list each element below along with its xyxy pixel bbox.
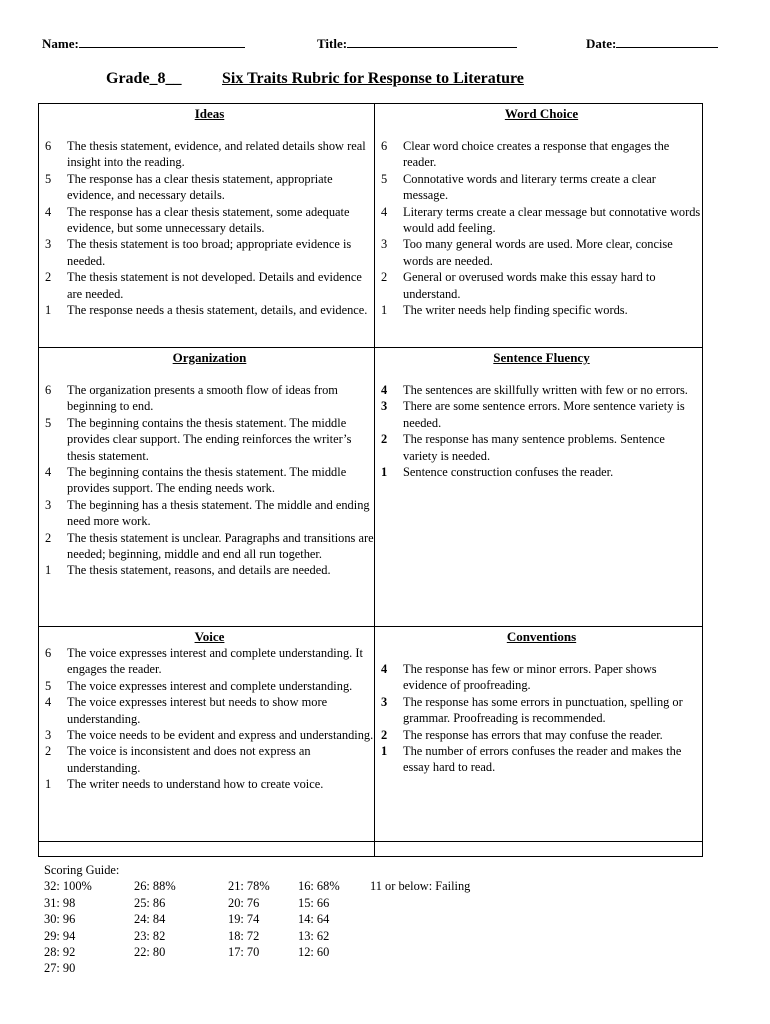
rubric-item — [381, 138, 702, 171]
rubric-item — [381, 236, 702, 269]
score-description: The response has many sentence problems. Sentence variety is needed. — [403, 432, 665, 463]
rubric-item — [381, 204, 702, 237]
score-description: The beginning contains the thesis statement. The middle provides clear support. The ending reinforces the writer’s thesis statement. — [67, 415, 352, 463]
rubric-item — [45, 678, 374, 694]
scoring-cell: 17: 70 — [228, 944, 260, 959]
rubric-item — [45, 302, 374, 318]
rubric-item — [45, 727, 374, 743]
score-number: 5 — [45, 415, 52, 430]
score-description: The voice expresses interest but needs to show more understanding. — [67, 695, 328, 726]
score-number: 2 — [381, 432, 388, 447]
rubric-item — [381, 398, 702, 431]
scoring-row — [44, 944, 500, 960]
score-number: 4 — [381, 383, 388, 397]
rubric-item — [381, 269, 702, 302]
scoring-cell: 16: 68% — [298, 879, 340, 894]
score-number: 6 — [45, 383, 52, 397]
rubric-item — [381, 171, 702, 204]
score-description: The beginning has a thesis statement. The middle and ending need more work. — [67, 497, 370, 529]
title-label: Title: — [317, 36, 348, 51]
score-number: 3 — [45, 237, 52, 252]
rubric-item — [381, 431, 702, 464]
score-description: The voice needs to be evident and express and understanding. — [67, 728, 374, 743]
rubric-title: Six Traits Rubric for Response to Literature — [222, 70, 524, 87]
score-number: 1 — [45, 563, 52, 578]
rubric-item — [45, 138, 374, 171]
score-description: There are some sentence errors. More sentence variety is needed. — [403, 399, 685, 430]
score-number: 2 — [381, 727, 388, 742]
conventions-title: Conventions — [506, 629, 577, 644]
score-number: 5 — [45, 678, 52, 693]
score-description: The response has a clear thesis statement, some adequate evidence, but some unnecessary details. — [67, 204, 350, 236]
voice-title: Voice — [194, 629, 225, 644]
rubric-item — [45, 497, 374, 530]
score-number: 3 — [381, 399, 388, 414]
score-number: 6 — [45, 139, 52, 153]
score-description: The response has errors that may confuse the reader. — [403, 727, 663, 742]
score-number: 3 — [381, 694, 388, 709]
scoring-cell — [370, 928, 500, 944]
score-number: 2 — [45, 270, 52, 285]
blank-cell-left — [39, 842, 375, 857]
conventions-list — [381, 661, 702, 776]
scoring-cell: 19: 74 — [228, 912, 260, 927]
score-number: 4 — [45, 695, 52, 710]
date-label: Date: — [586, 36, 617, 51]
rubric-item — [45, 645, 374, 678]
score-number: 4 — [381, 662, 388, 676]
score-description: General or overused words make this essay hard to understand. — [403, 270, 656, 301]
score-description: The thesis statement is too broad; appropriate evidence is needed. — [67, 237, 352, 268]
scoring-cell: 15: 66 — [298, 895, 330, 910]
grade-label: Grade_8__ — [106, 70, 182, 87]
scoring-cell: 25: 86 — [134, 895, 166, 910]
rubric-item — [381, 464, 702, 480]
score-description: The response has some errors in punctuation, spelling or grammar. Proofreading is recommended. — [403, 694, 683, 726]
score-number: 5 — [45, 171, 52, 186]
score-number: 3 — [381, 237, 388, 252]
word-choice-title: Word Choice — [504, 106, 579, 121]
name-field[interactable] — [42, 36, 245, 52]
title-field[interactable] — [317, 36, 517, 52]
rubric-item — [45, 562, 374, 578]
scoring-guide-title: Scoring Guide: — [44, 863, 120, 877]
rubric-item — [45, 415, 374, 464]
scoring-cell: 28: 92 — [44, 944, 76, 959]
scoring-cell: 11 or below: Failing — [370, 879, 471, 894]
scoring-cell: 13: 62 — [298, 928, 330, 943]
scoring-cell — [370, 960, 500, 976]
name-label: Name: — [42, 36, 79, 51]
rubric-table — [38, 103, 703, 857]
scoring-row — [44, 878, 500, 894]
score-description: Clear word choice creates a response that engages the reader. — [403, 139, 670, 170]
score-description: The number of errors confuses the reader and makes the essay hard to read. — [403, 744, 682, 775]
scoring-cell: 30: 96 — [44, 912, 76, 927]
score-description: The sentences are skillfully written with few or no errors. — [403, 383, 688, 397]
score-description: Too many general words are used. More clear, concise words are needed. — [403, 237, 673, 268]
rubric-item — [45, 204, 374, 237]
rubric-item — [45, 776, 374, 792]
score-description: The response has a clear thesis statement, appropriate evidence, and necessary details. — [67, 171, 333, 203]
rubric-item — [45, 530, 374, 563]
score-number: 4 — [45, 465, 52, 480]
scoring-cell: 24: 84 — [134, 912, 166, 927]
score-description: The response needs a thesis statement, details, and evidence. — [67, 303, 368, 318]
voice-list — [45, 645, 374, 793]
scoring-cell: 21: 78% — [228, 879, 270, 894]
rubric-item — [45, 269, 374, 302]
scoring-cell: 22: 80 — [134, 944, 166, 959]
score-number: 1 — [45, 303, 52, 318]
rubric-item — [45, 464, 374, 497]
rubric-item — [381, 727, 702, 743]
score-description: The voice is inconsistent and does not express an understanding. — [67, 744, 311, 775]
rubric-item — [381, 661, 702, 694]
score-number: 3 — [45, 728, 52, 743]
score-number: 1 — [381, 465, 388, 480]
scoring-cell — [370, 944, 500, 960]
score-description: Connotative words and literary terms create a clear message. — [403, 171, 656, 203]
organization-cell — [39, 348, 375, 627]
score-number: 4 — [381, 204, 388, 219]
score-number: 5 — [381, 171, 388, 186]
rubric-item — [381, 382, 702, 398]
rubric-item — [45, 171, 374, 204]
score-number: 1 — [45, 777, 52, 792]
scoring-guide — [44, 862, 500, 977]
scoring-cell — [134, 960, 228, 976]
score-number: 6 — [381, 139, 388, 153]
scoring-cell — [370, 911, 500, 927]
score-number: 4 — [45, 204, 52, 219]
word-choice-cell — [375, 104, 703, 348]
scoring-row — [44, 911, 500, 927]
ideas-title: Ideas — [194, 106, 225, 121]
scoring-cell — [228, 960, 298, 976]
scoring-cell — [370, 895, 500, 911]
sentence-fluency-cell — [375, 348, 703, 627]
score-description: The thesis statement, evidence, and related details show real insight into the reading. — [67, 139, 366, 170]
score-number: 2 — [45, 530, 52, 545]
score-description: The writer needs help finding specific words. — [403, 303, 628, 318]
rubric-item — [381, 743, 702, 776]
conventions-cell — [375, 627, 703, 842]
scoring-cell: 23: 82 — [134, 928, 166, 943]
scoring-row — [44, 960, 500, 976]
score-description: Sentence construction confuses the reader. — [403, 465, 614, 480]
score-description: The response has few or minor errors. Paper shows evidence of proofreading. — [403, 662, 657, 693]
name-line[interactable] — [79, 36, 245, 48]
scoring-cell: 26: 88% — [134, 879, 176, 894]
rubric-item — [381, 302, 702, 318]
score-description: The organization presents a smooth flow of ideas from beginning to end. — [67, 383, 338, 414]
scoring-cell: 18: 72 — [228, 928, 260, 943]
organization-list — [45, 382, 374, 579]
scoring-cell: 27: 90 — [44, 961, 76, 976]
rubric-item — [45, 743, 374, 776]
sentence-fluency-title: Sentence Fluency — [493, 350, 590, 365]
score-number: 6 — [45, 646, 52, 660]
organization-title: Organization — [172, 350, 247, 365]
rubric-item — [381, 694, 702, 727]
date-field[interactable] — [586, 36, 718, 52]
voice-cell — [39, 627, 375, 842]
word-choice-list — [381, 138, 702, 318]
scoring-cell: 29: 94 — [44, 928, 76, 943]
scoring-row — [44, 928, 500, 944]
score-description: The writer needs to understand how to create voice. — [67, 777, 324, 792]
blank-cell-right — [375, 842, 703, 857]
scoring-cell: 20: 76 — [228, 895, 260, 910]
score-number: 2 — [381, 270, 388, 285]
scoring-guide-rows — [44, 878, 500, 976]
rubric-item — [45, 236, 374, 269]
scoring-cell — [298, 960, 370, 976]
score-number: 1 — [381, 744, 388, 759]
ideas-list — [45, 138, 374, 318]
score-number: 2 — [45, 744, 52, 759]
score-description: The thesis statement, reasons, and details are needed. — [67, 563, 331, 578]
score-description: Literary terms create a clear message but connotative words would add feeling. — [403, 204, 701, 236]
scoring-cell: 14: 64 — [298, 912, 330, 927]
score-description: The voice expresses interest and complete understanding. — [67, 678, 353, 693]
rubric-item — [45, 382, 374, 415]
score-number: 1 — [381, 303, 388, 318]
scoring-cell: 31: 98 — [44, 895, 76, 910]
scoring-row — [44, 895, 500, 911]
score-description: The thesis statement is unclear. Paragraphs and transitions are needed; beginning, middle and end all run together. — [67, 530, 374, 562]
score-description: The voice expresses interest and complete understanding. It engages the reader. — [67, 646, 363, 677]
date-line[interactable] — [616, 36, 718, 48]
score-description: The thesis statement is not developed. Details and evidence are needed. — [67, 270, 362, 301]
scoring-cell: 32: 100% — [44, 879, 92, 894]
title-line[interactable] — [347, 36, 517, 48]
rubric-item — [45, 694, 374, 727]
score-number: 3 — [45, 497, 52, 512]
sentence-fluency-list — [381, 382, 702, 480]
scoring-cell: 12: 60 — [298, 944, 330, 959]
score-description: The beginning contains the thesis statement. The middle provides support. The ending needs work. — [67, 465, 347, 496]
ideas-cell — [39, 104, 375, 348]
